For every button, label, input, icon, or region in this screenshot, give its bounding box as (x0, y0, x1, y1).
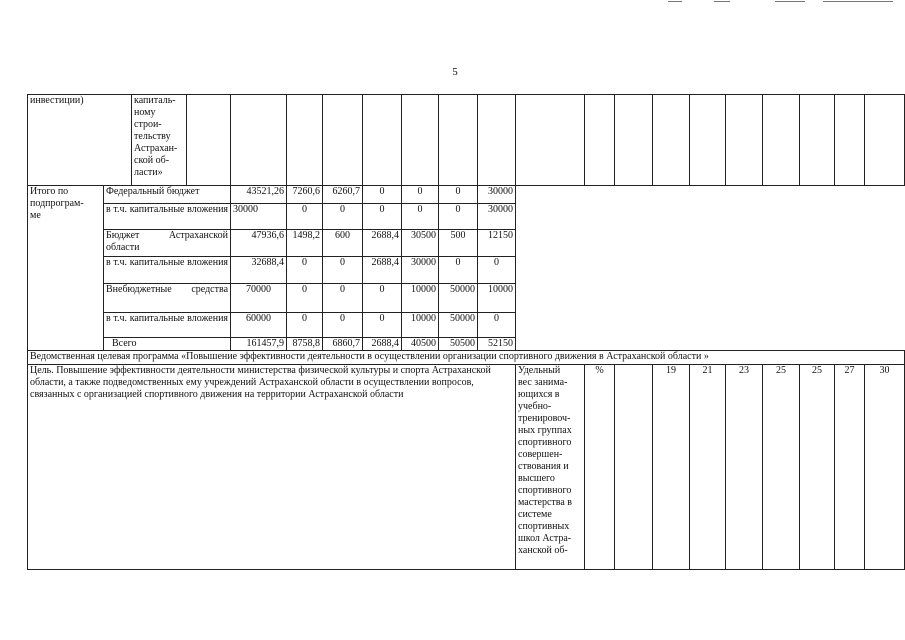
value-cell: 0 (287, 313, 323, 338)
empty-cell (323, 95, 363, 186)
value-cell: 10000 (478, 284, 516, 313)
empty-cell (363, 95, 402, 186)
target-value: 23 (726, 365, 763, 570)
empty-cell (615, 365, 653, 570)
source-label: в т.ч. капитальные вложения (104, 204, 231, 230)
empty-cell (653, 95, 690, 186)
value-cell: 40500 (402, 338, 439, 351)
goal-text: Цель. Повышение эффективности деятельности министерства физической культуры и спорта Астраханской области, а также подведомственных ему учреждений Астраханской области в осуществлении вопросов, связанных с организацией спортивного движения на территории Астраханской области (28, 365, 516, 570)
value-cell: 43521,26 (231, 186, 287, 204)
value-cell: 7260,6 (287, 186, 323, 204)
empty-cell (690, 95, 726, 186)
itogo-label: Итого по подпрограм- ме (28, 186, 104, 351)
source-label: Внебюджетные средства (104, 284, 231, 313)
indicator-cell: Удельный вес занима- ющихся в учебно- тренировоч- ных группах спортивного совершен- ствования и высшего спортивного мастерства в системе спортивных школ Астра- ханской об- (516, 365, 585, 570)
value-cell: 0 (287, 284, 323, 313)
value-cell: 0 (402, 204, 439, 230)
value-cell: 10000 (402, 313, 439, 338)
value-cell: 0 (323, 204, 363, 230)
value-cell: 50500 (439, 338, 478, 351)
value-cell: 8758,8 (287, 338, 323, 351)
value-cell: 0 (323, 313, 363, 338)
program-table (27, 94, 905, 570)
value-cell: 0 (363, 284, 402, 313)
value-cell: 70000 (231, 284, 287, 313)
value-cell: 52150 (478, 338, 516, 351)
value-cell: 2688,4 (363, 257, 402, 284)
value-cell: 0 (287, 204, 323, 230)
source-label: Бюджет Астраханской области (104, 230, 231, 257)
source-label: в т.ч. капитальные вложения (104, 257, 231, 284)
value-cell: 0 (363, 186, 402, 204)
value-cell: 0 (323, 257, 363, 284)
empty-cell (835, 95, 865, 186)
target-value: 19 (653, 365, 690, 570)
program-title: Ведомственная целевая программа «Повышение эффективности деятельности в осуществлении организации спортивного движения в Астраханской области » (28, 351, 905, 365)
target-value: 21 (690, 365, 726, 570)
empty-cell (231, 95, 287, 186)
value-cell: 0 (363, 313, 402, 338)
value-cell: 10000 (402, 284, 439, 313)
value-cell: 6260,7 (323, 186, 363, 204)
value-cell: 0 (363, 204, 402, 230)
target-value: 25 (800, 365, 835, 570)
scan-mark (668, 1, 682, 2)
value-cell: 32688,4 (231, 257, 287, 284)
value-cell: 50000 (439, 313, 478, 338)
itogo-row (28, 186, 905, 204)
value-cell: 0 (439, 186, 478, 204)
value-cell: 0 (478, 313, 516, 338)
value-cell: 60000 (231, 313, 287, 338)
source-label: Всего (104, 338, 231, 351)
scan-mark (823, 1, 893, 2)
empty-cell (763, 95, 800, 186)
empty-cell (516, 95, 585, 186)
empty-cell (478, 95, 516, 186)
value-cell: 30000 (478, 186, 516, 204)
empty-cell (439, 95, 478, 186)
value-cell: 50000 (439, 284, 478, 313)
value-cell: 0 (287, 257, 323, 284)
value-cell: 161457,9 (231, 338, 287, 351)
empty-cell (726, 95, 763, 186)
scan-mark (714, 1, 730, 2)
continuation-col2: капиталь- ному строи- тельству Астрахан- ской об- ласти» (132, 95, 187, 186)
empty-cell (615, 95, 653, 186)
continuation-col1: инвестиции) (28, 95, 132, 186)
empty-cell (402, 95, 439, 186)
value-cell: 600 (323, 230, 363, 257)
value-cell: 2688,4 (363, 230, 402, 257)
empty-cell (585, 95, 615, 186)
source-label: Федеральный бюджет (104, 186, 231, 204)
value-cell: 6860,7 (323, 338, 363, 351)
scan-mark (775, 1, 805, 2)
target-value: 30 (865, 365, 905, 570)
empty-cell (187, 95, 231, 186)
blank-area (516, 186, 905, 351)
value-cell: 0 (439, 204, 478, 230)
value-cell: 30500 (402, 230, 439, 257)
continuation-row (28, 95, 905, 186)
empty-cell (800, 95, 835, 186)
value-cell: 0 (323, 284, 363, 313)
target-value: 27 (835, 365, 865, 570)
value-cell: 500 (439, 230, 478, 257)
source-label: в т.ч. капитальные вложения (104, 313, 231, 338)
value-cell: 47936,6 (231, 230, 287, 257)
target-value: 25 (763, 365, 800, 570)
unit-cell: % (585, 365, 615, 570)
page-number: 5 (452, 66, 458, 78)
empty-cell (865, 95, 905, 186)
value-cell: 0 (478, 257, 516, 284)
value-cell: 0 (439, 257, 478, 284)
value-cell: 12150 (478, 230, 516, 257)
value-cell: 30000 (231, 204, 287, 230)
value-cell: 2688,4 (363, 338, 402, 351)
value-cell: 0 (402, 186, 439, 204)
value-cell: 1498,2 (287, 230, 323, 257)
goal-row (28, 365, 905, 570)
empty-cell (287, 95, 323, 186)
value-cell: 30000 (402, 257, 439, 284)
value-cell: 30000 (478, 204, 516, 230)
program-title-row (28, 351, 905, 365)
